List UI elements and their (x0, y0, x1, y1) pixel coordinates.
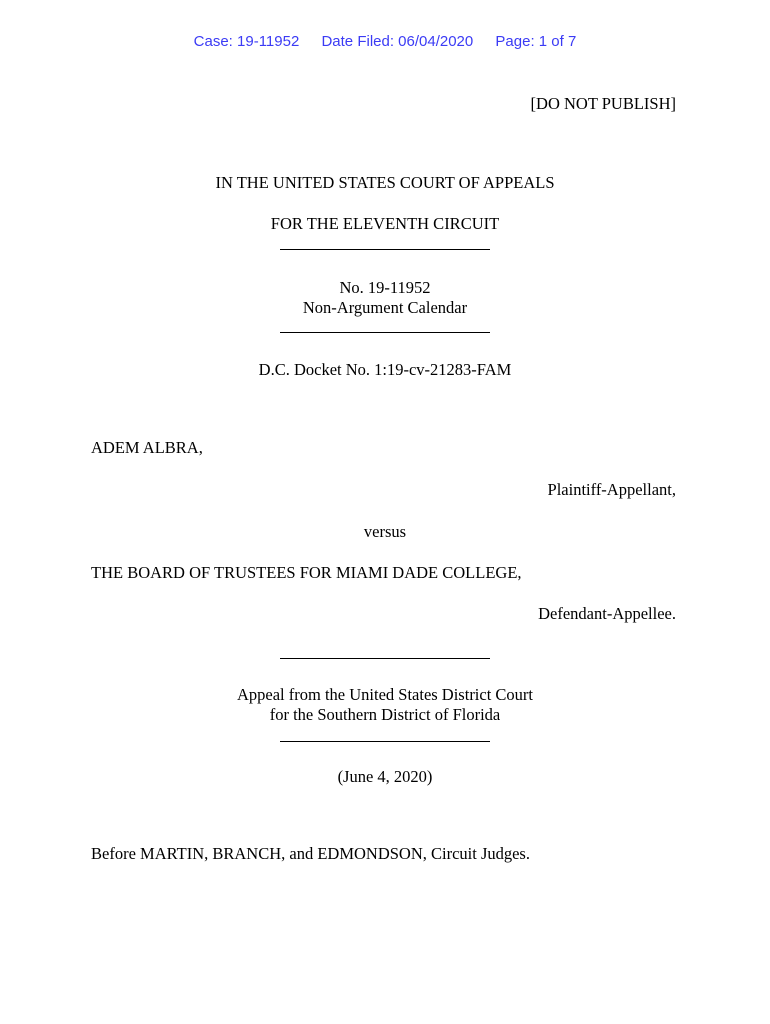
divider-rule (280, 741, 490, 742)
divider-rule (280, 658, 490, 659)
case-number: No. 19-11952 (339, 278, 431, 297)
divider-rule (280, 332, 490, 333)
court-name-line1: IN THE UNITED STATES COURT OF APPEALS (215, 173, 555, 192)
date-filed-stamp: Date Filed: 06/04/2020 (321, 33, 474, 50)
plaintiff-name: ADEM ALBRA, (91, 438, 203, 457)
panel-judges: Before MARTIN, BRANCH, and EDMONDSON, Circuit Judges. (91, 844, 530, 863)
appeal-line2: for the Southern District of Florida (269, 705, 501, 724)
docket-number: D.C. Docket No. 1:19-cv-21283-FAM (258, 360, 512, 379)
appeal-line1: Appeal from the United States District Court (236, 685, 534, 704)
page-count-stamp: Page: 1 of 7 (495, 33, 577, 50)
filing-stamp (0, 33, 770, 50)
versus-label: versus (363, 522, 407, 541)
plaintiff-role: Plaintiff-Appellant, (547, 480, 676, 499)
publish-flag: [DO NOT PUBLISH] (530, 94, 676, 113)
court-name-line2: FOR THE ELEVENTH CIRCUIT (270, 214, 500, 233)
calendar-type: Non-Argument Calendar (302, 298, 468, 317)
defendant-name: THE BOARD OF TRUSTEES FOR MIAMI DADE COLLEGE, (91, 563, 522, 582)
decision-date: (June 4, 2020) (337, 767, 433, 786)
divider-rule (280, 249, 490, 250)
defendant-role: Defendant-Appellee. (538, 604, 676, 623)
case-number-stamp: Case: 19-11952 (193, 33, 300, 50)
